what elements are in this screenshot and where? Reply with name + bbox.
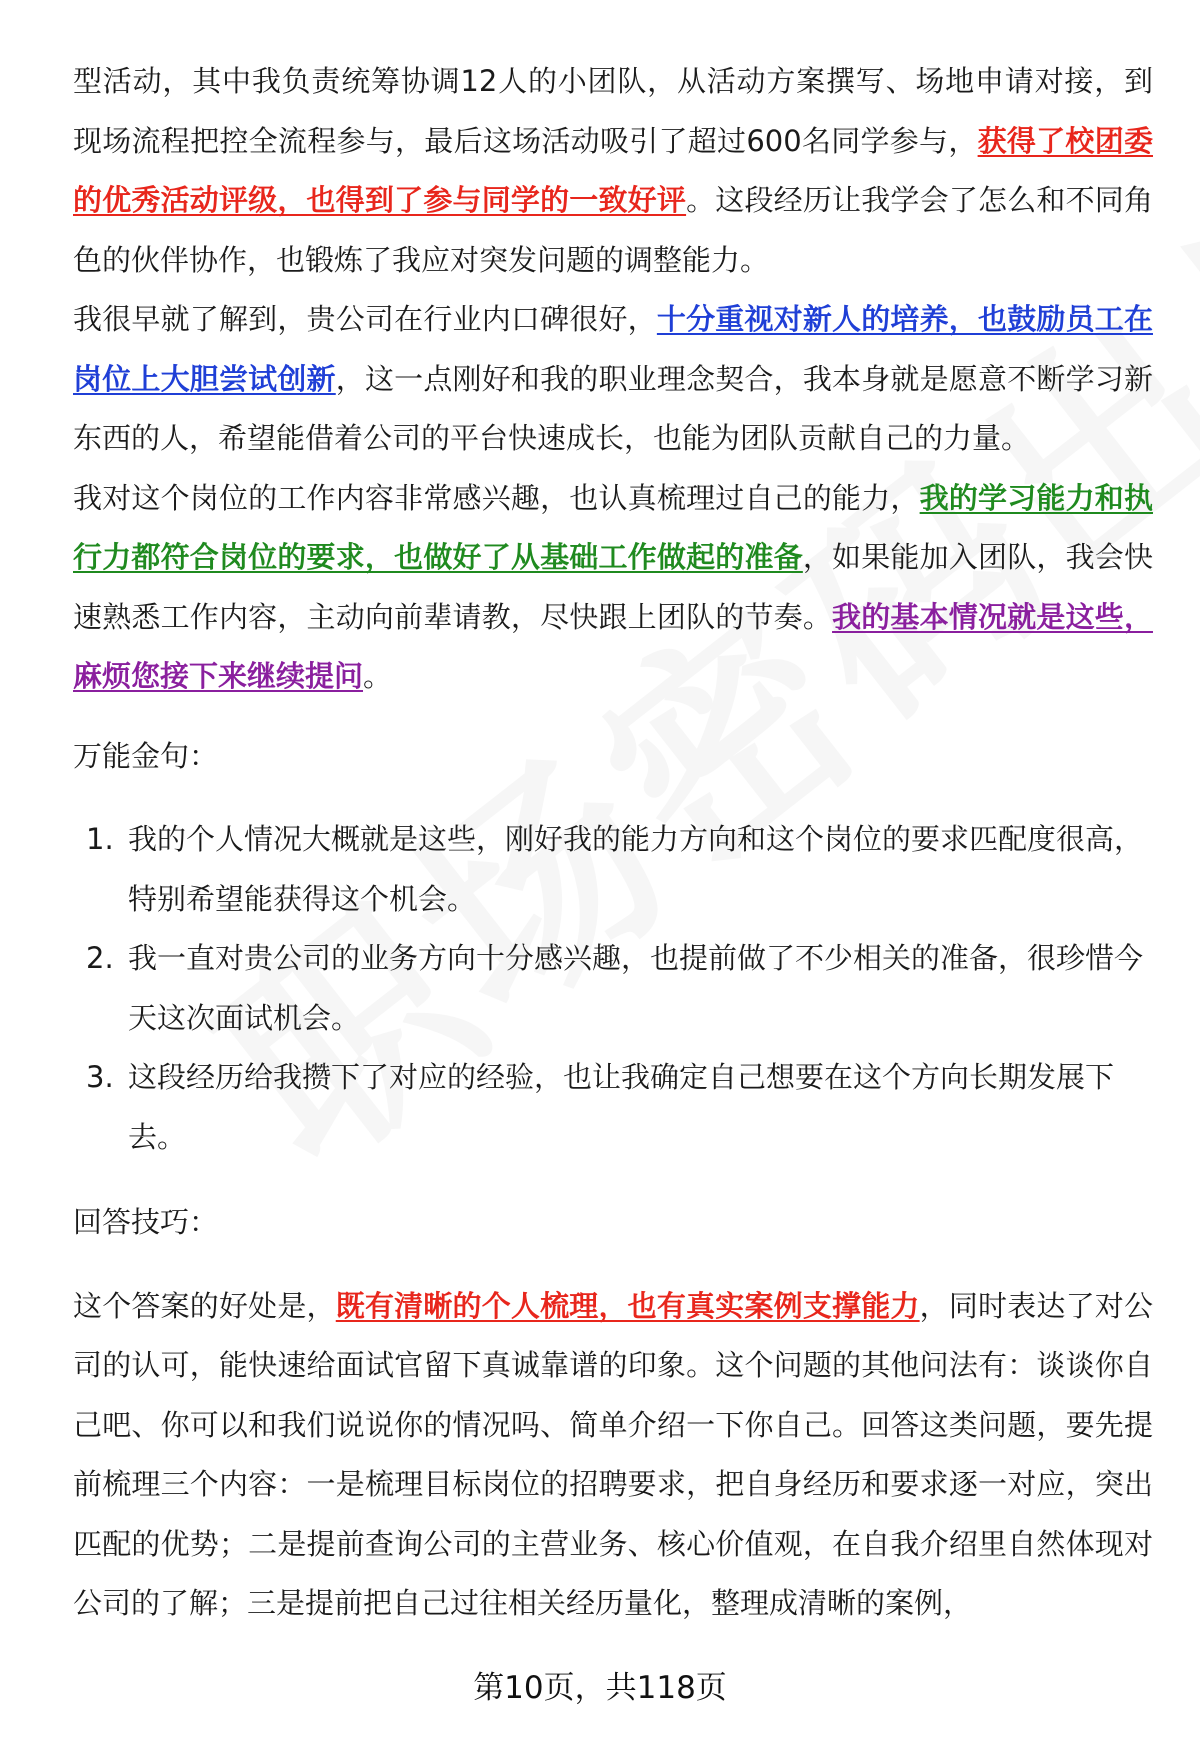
text-segment: 这个答案的好处是， — [73, 1288, 336, 1323]
list-item — [73, 929, 1153, 1048]
paragraph-experience — [73, 52, 1153, 290]
paragraph-company — [73, 290, 1153, 469]
page-number-footer: 第10页，共118页 — [473, 1670, 727, 1706]
highlight-red: 获得了校团委的优秀活动评级，也得到了参与同学的一致好评 — [73, 123, 1153, 217]
text-segment: 。这段经历让我学会了怎么和不同角色的伙伴协作，也锻炼了我应对突发问题的调整能力。 — [73, 183, 1153, 277]
text-segment: ，这一点刚好和我的职业理念契合，我本身就是愿意不断学习新东西的人，希望能借着公司的平台快速成长，也能为团队贡献自己的力量。 — [73, 361, 1153, 455]
list-item — [73, 1048, 1153, 1167]
text-segment: ，如果能加入团队，我会快速熟悉工作内容，主动向前辈请教，尽快跟上团队的节奏。 — [73, 540, 1153, 634]
golden-sentences-list — [73, 810, 1153, 1167]
list-number: 2. — [86, 941, 114, 975]
list-item — [73, 810, 1153, 929]
text-segment: ，同时表达了对公司的认可，能快速给面试官留下真诚靠谱的印象。这个问题的其他问法有：谈谈你自己吧、你可以和我们说说你的情况吗、简单介绍一下你自己。回答这类问题，要先提前梳理三个内容：一是梳理目标岗位的招聘要求，把自身经历和要求逐一对应，突出匹配的优势；二是提前查询公司的主营业务、核心价值观，在自我介绍里自然体现对公司的了解；三是提前把自己过往相关经历量化，整理成清晰的案例， — [73, 1288, 1153, 1620]
list-number: 1. — [86, 822, 114, 856]
paragraph-position — [73, 469, 1153, 707]
list-number: 3. — [86, 1060, 114, 1094]
highlight-purple: 我的基本情况就是这些，麻烦您接下来继续提问 — [73, 599, 1153, 693]
document-page — [73, 52, 1153, 1634]
text-segment: 型活动，其中我负责统筹协调12人的小团队，从活动方案撰写、场地申请对接，到现场流程把控全流程参与，最后这场活动吸引了超过600名同学参与， — [73, 64, 1153, 158]
tips-heading: 回答技巧： — [73, 1205, 219, 1239]
list-item-text: 这段经历给我攒下了对应的经验，也让我确定自己想要在这个方向长期发展下去。 — [128, 1060, 1115, 1154]
list-item-text: 我一直对贵公司的业务方向十分感兴趣，也提前做了不少相关的准备，很珍惜今天这次面试机会。 — [128, 941, 1144, 1035]
list-item-text: 我的个人情况大概就是这些，刚好我的能力方向和这个岗位的要求匹配度很高，特别希望能获得这个机会。 — [128, 822, 1144, 916]
golden-sentences-heading: 万能金句： — [73, 738, 219, 773]
text-segment: 。 — [363, 659, 393, 693]
highlight-blue: 十分重视对新人的培养，也鼓励员工在岗位上大胆尝试创新 — [73, 302, 1153, 396]
text-segment: 我对这个岗位的工作内容非常感兴趣，也认真梳理过自己的能力， — [73, 480, 920, 515]
highlight-red: 既有清晰的个人梳理，也有真实案例支撑能力 — [335, 1288, 920, 1323]
highlight-green: 我的学习能力和执行力都符合岗位的要求，也做好了从基础工作做起的准备 — [73, 480, 1153, 574]
paragraph-tips — [73, 1277, 1153, 1634]
text-segment: 我很早就了解到，贵公司在行业内口碑很好， — [73, 302, 657, 336]
